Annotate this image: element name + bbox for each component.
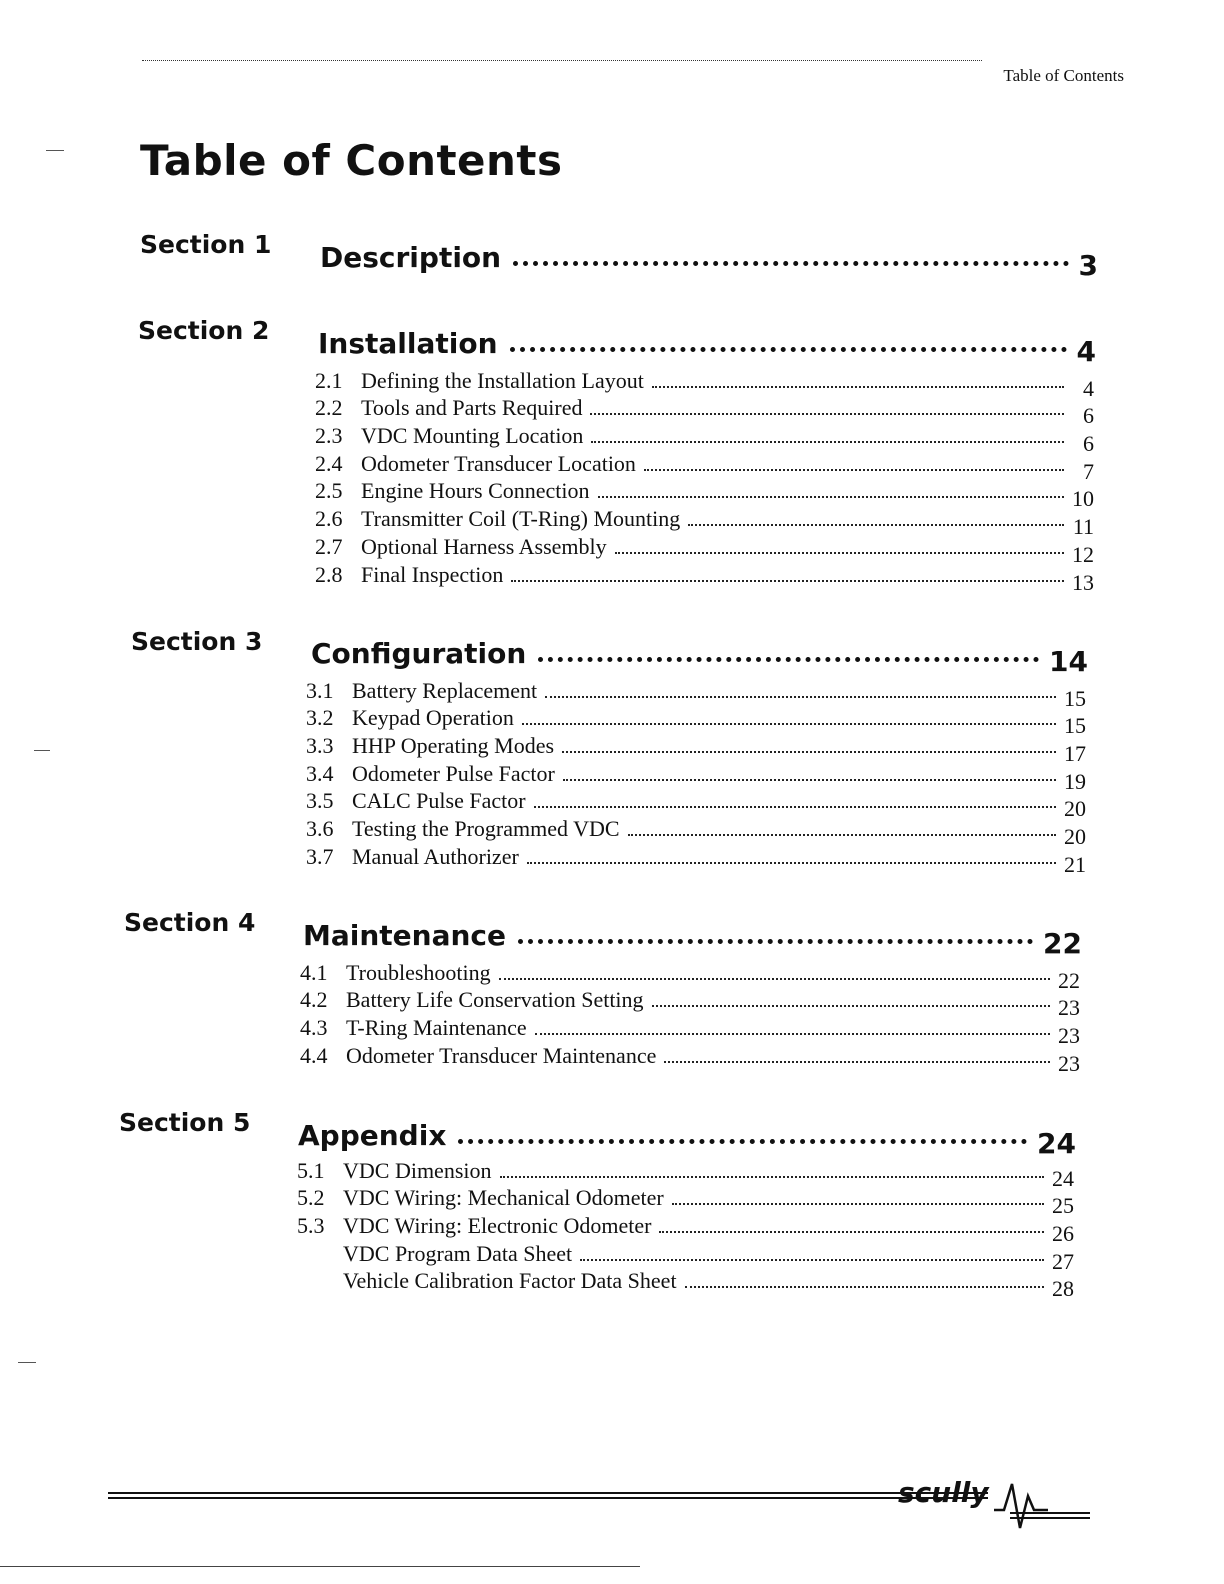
entry-page-number: 28	[1052, 1276, 1074, 1302]
entry-number: 3.1	[306, 677, 334, 703]
entry-page-number: 23	[1058, 1050, 1080, 1076]
entry-page-number: 4	[1083, 375, 1094, 401]
entry-title: VDC Wiring: Electronic Odometer	[343, 1213, 652, 1239]
leader-dots	[615, 552, 1064, 554]
entry-title: Tools and Parts Required	[361, 395, 583, 421]
leader-dots	[591, 441, 1064, 443]
logo-text: scully	[898, 1476, 989, 1509]
entry-page-number: 26	[1052, 1221, 1074, 1247]
entry-page-number: 24	[1052, 1165, 1074, 1191]
entry-page-number: 10	[1072, 486, 1094, 512]
toc-entry[interactable]	[297, 1267, 1074, 1302]
entry-number: 4.1	[300, 959, 328, 985]
footer-rule	[108, 1497, 988, 1499]
entry-title: T-Ring Maintenance	[346, 1015, 527, 1041]
section-label: Section 2	[138, 316, 270, 345]
leader-dots	[652, 1005, 1050, 1007]
margin-mark	[34, 750, 50, 751]
entry-page-number: 19	[1064, 768, 1086, 794]
entry-title: HHP Operating Modes	[352, 733, 555, 759]
leader-dots	[685, 1286, 1044, 1288]
leader-dots	[538, 657, 1039, 662]
entry-page-number: 20	[1064, 796, 1086, 822]
entry-page-number: 27	[1052, 1248, 1074, 1274]
entry-number: 2.1	[315, 367, 343, 393]
entry-number: 5.2	[297, 1185, 325, 1211]
scan-edge-line	[0, 1566, 640, 1567]
section-heading-row[interactable]	[298, 1112, 1076, 1160]
leader-dots	[535, 1033, 1050, 1035]
entry-page-number: 6	[1083, 431, 1094, 457]
toc-entry[interactable]	[300, 958, 1080, 993]
toc-entry[interactable]	[300, 986, 1080, 1021]
leader-dots	[664, 1061, 1050, 1063]
entry-title: VDC Mounting Location	[361, 423, 584, 449]
section-heading-row[interactable]	[318, 320, 1096, 368]
section-title: Description	[320, 241, 502, 274]
leader-dots	[499, 978, 1050, 980]
section-heading-row[interactable]	[303, 912, 1082, 960]
entry-title: Engine Hours Connection	[361, 478, 590, 504]
leader-dots	[510, 347, 1067, 352]
entry-title: Transmitter Coil (T-Ring) Mounting	[361, 506, 681, 532]
leader-dots	[563, 779, 1056, 781]
entry-number: 5.1	[297, 1157, 325, 1183]
toc-entry[interactable]	[306, 731, 1086, 767]
section-heading-row[interactable]	[320, 234, 1098, 282]
entry-title: Odometer Pulse Factor	[352, 760, 555, 786]
entry-title: Testing the Programmed VDC	[352, 816, 620, 842]
entry-page-number: 15	[1064, 713, 1086, 739]
toc-entry[interactable]	[300, 1041, 1080, 1076]
entry-number: 3.6	[306, 816, 334, 842]
entry-page-number: 23	[1058, 995, 1080, 1021]
section-entries	[306, 676, 1086, 877]
entry-title: Manual Authorizer	[352, 843, 519, 869]
section-page-number: 24	[1037, 1127, 1076, 1160]
entry-number: 2.8	[315, 561, 343, 587]
leader-dots	[590, 413, 1064, 415]
leader-dots	[518, 939, 1033, 944]
toc-entry[interactable]	[306, 842, 1086, 877]
entry-number: 3.3	[306, 733, 334, 759]
toc-entry[interactable]	[306, 787, 1086, 822]
entry-title: Odometer Transducer Location	[361, 450, 636, 476]
entry-page-number: 13	[1072, 569, 1094, 595]
entry-page-number: 25	[1052, 1193, 1074, 1219]
entry-title: VDC Dimension	[343, 1157, 492, 1183]
footer-rule	[108, 1492, 988, 1494]
toc-entry[interactable]	[315, 449, 1094, 484]
entry-number: 2.3	[315, 423, 343, 449]
entry-page-number: 23	[1058, 1023, 1080, 1049]
entry-title: Defining the Installation Layout	[361, 367, 644, 393]
toc-entry[interactable]	[297, 1239, 1074, 1274]
section-label: Section 5	[119, 1108, 251, 1137]
toc-entry[interactable]	[315, 421, 1094, 457]
entry-number: 2.4	[315, 450, 343, 476]
entry-page-number: 21	[1064, 851, 1086, 877]
entry-number: 2.2	[315, 395, 343, 421]
entry-title: Battery Life Conservation Setting	[346, 987, 644, 1013]
entry-number: 3.5	[306, 788, 334, 814]
scully-logo	[898, 1466, 1048, 1556]
toc-entry[interactable]	[300, 1013, 1080, 1049]
entry-page-number: 7	[1083, 458, 1094, 484]
section-label: Section 4	[124, 908, 256, 937]
toc-entry[interactable]	[315, 477, 1094, 512]
entry-page-number: 11	[1072, 514, 1094, 540]
section-entries	[300, 958, 1080, 1076]
toc-entry[interactable]	[306, 676, 1086, 711]
entry-title: CALC Pulse Factor	[352, 788, 526, 814]
entry-title: Troubleshooting	[346, 959, 491, 985]
toc-entry[interactable]	[297, 1156, 1074, 1191]
leader-dots	[534, 806, 1056, 808]
toc-entry[interactable]	[315, 504, 1094, 540]
leader-dots	[562, 751, 1056, 753]
toc-entry[interactable]	[315, 560, 1094, 595]
entry-number: 5.3	[297, 1213, 325, 1239]
section-entries	[297, 1156, 1074, 1302]
entry-page-number: 12	[1072, 541, 1094, 567]
entry-title: Keypad Operation	[352, 705, 514, 731]
section-page-number: 22	[1043, 927, 1082, 960]
entry-number: 4.3	[300, 1015, 328, 1041]
entry-number: 3.4	[306, 760, 334, 786]
entry-title: VDC Wiring: Mechanical Odometer	[343, 1185, 664, 1211]
toc-entry[interactable]	[297, 1211, 1074, 1247]
logo-zigzag-icon	[898, 1466, 1048, 1556]
entry-page-number: 22	[1058, 967, 1080, 993]
running-head: Table of Contents	[1003, 66, 1124, 85]
leader-dots	[652, 386, 1064, 388]
section-label: Section 3	[131, 627, 263, 656]
entry-page-number: 20	[1064, 824, 1086, 850]
section-label: Section 1	[140, 230, 272, 259]
entry-number: 2.6	[315, 506, 343, 532]
toc-entry[interactable]	[306, 814, 1086, 850]
leader-dots	[644, 469, 1064, 471]
leader-dots	[511, 580, 1064, 582]
leader-dots	[545, 696, 1056, 698]
section-entries	[315, 366, 1094, 595]
entry-title: Optional Harness Assembly	[361, 533, 607, 559]
leader-dots	[672, 1203, 1044, 1205]
toc-entry[interactable]	[315, 532, 1094, 567]
margin-mark	[18, 1362, 36, 1363]
page-title: Table of Contents	[140, 136, 563, 185]
section-page-number: 14	[1049, 645, 1088, 678]
leader-dots	[598, 496, 1064, 498]
entry-number: 4.2	[300, 987, 328, 1013]
entry-number: 4.4	[300, 1042, 328, 1068]
section-title: Appendix	[298, 1119, 447, 1152]
section-title: Maintenance	[303, 919, 507, 952]
entry-title: Final Inspection	[361, 561, 504, 587]
leader-dots	[688, 524, 1064, 526]
entry-number: 3.7	[306, 843, 334, 869]
leader-dots	[513, 261, 1068, 266]
section-title: Configuration	[311, 637, 527, 670]
leader-dots	[659, 1231, 1044, 1233]
section-page-number: 4	[1076, 335, 1096, 368]
entry-number: 2.7	[315, 533, 343, 559]
entry-page-number: 17	[1064, 741, 1086, 767]
leader-dots	[500, 1176, 1045, 1178]
section-title: Installation	[318, 327, 498, 360]
entry-number: 3.2	[306, 705, 334, 731]
toc-entry[interactable]	[306, 704, 1086, 739]
margin-mark	[46, 150, 64, 151]
entry-title: Odometer Transducer Maintenance	[346, 1042, 657, 1068]
entry-number: 2.5	[315, 478, 343, 504]
entry-page-number: 15	[1064, 685, 1086, 711]
toc-entry[interactable]	[315, 366, 1094, 401]
leader-dots	[527, 862, 1056, 864]
entry-title: Vehicle Calibration Factor Data Sheet	[343, 1268, 677, 1294]
leader-dots	[522, 723, 1056, 725]
entry-title: VDC Program Data Sheet	[343, 1240, 573, 1266]
header-dotted-rule	[142, 60, 982, 61]
leader-dots	[628, 834, 1056, 836]
leader-dots	[580, 1259, 1044, 1261]
entry-page-number: 6	[1083, 403, 1094, 429]
toc-entry[interactable]	[297, 1184, 1074, 1219]
section-page-number: 3	[1078, 249, 1098, 282]
leader-dots	[458, 1139, 1027, 1144]
toc-entry[interactable]	[306, 759, 1086, 794]
section-heading-row[interactable]	[311, 630, 1088, 678]
toc-entry[interactable]	[315, 394, 1094, 429]
entry-title: Battery Replacement	[352, 677, 538, 703]
